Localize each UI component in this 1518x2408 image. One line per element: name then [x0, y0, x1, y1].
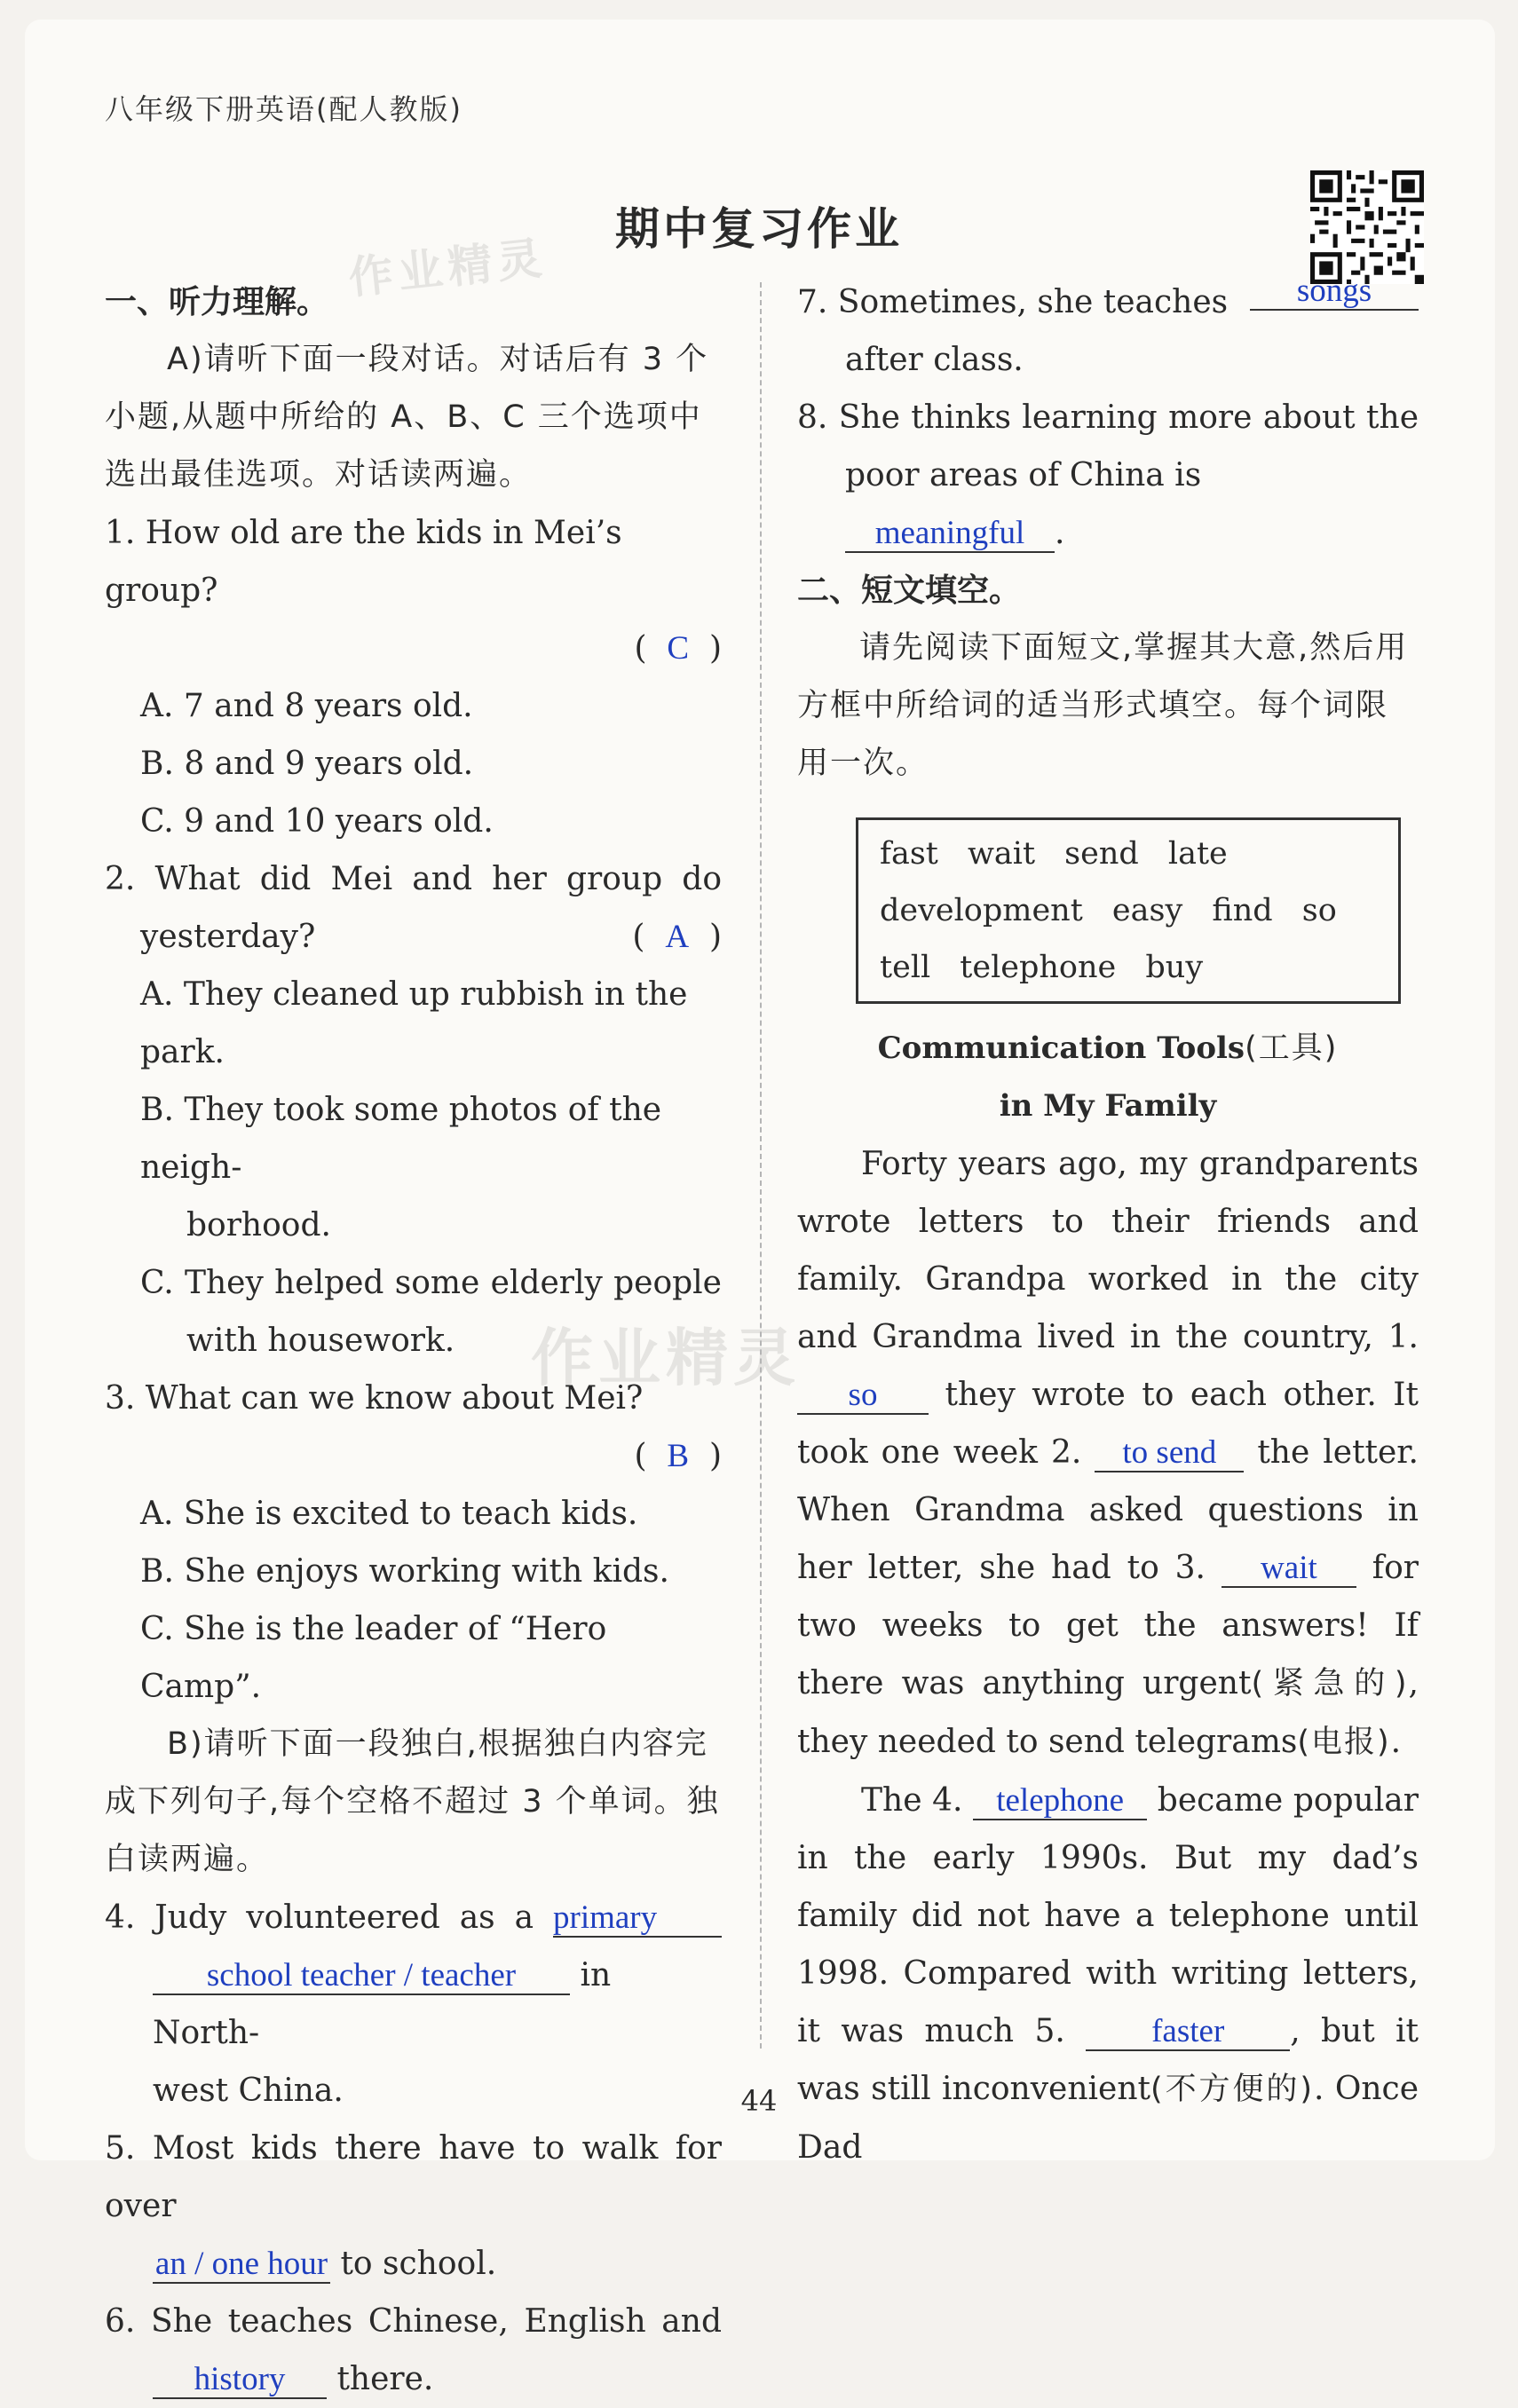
watermark: 作业精灵: [531, 1322, 801, 1394]
part-a-instruction: A)请听下面一段对话。对话后有 3 个小题,从题中所给的 A、B、C 三个选项中选出最佳选项。对话读两遍。: [105, 342, 709, 493]
blank-number: 3.: [1174, 1550, 1206, 1586]
question-5: 5. Most kids there have to walk for over: [105, 2130, 722, 2224]
punctuation: .: [1055, 515, 1065, 551]
passage-text: , they needed to send telegrams: [797, 1665, 1419, 1760]
passage-text: .: [1390, 1724, 1402, 1760]
question-8-text: poor areas of China is: [845, 457, 1202, 493]
page-number: 44: [740, 2084, 778, 2118]
question-2: 2. What did Mei and her group do: [105, 861, 722, 897]
answer-3[interactable]: B: [667, 1438, 690, 1474]
section-heading: 一、听力理解。: [105, 284, 329, 320]
passage-text: , but it was still inconvenient: [797, 2013, 1419, 2107]
blank-2[interactable]: to send: [1095, 1435, 1244, 1472]
option: B. They took some photos of the neigh-: [140, 1092, 662, 1186]
question-4-text: 4. Judy volunteered as a: [105, 1899, 534, 1936]
blank-5[interactable]: faster: [1086, 2014, 1290, 2051]
option: B. 8 and 9 years old.: [140, 746, 474, 782]
question-7: [797, 273, 1419, 331]
blank-1[interactable]: so: [797, 1378, 929, 1415]
section-heading: 二、短文填空。: [797, 572, 1022, 609]
passage-title: [797, 1020, 1419, 1078]
blank-4[interactable]: telephone: [973, 1783, 1147, 1820]
answer-2[interactable]: A: [665, 919, 690, 955]
answer-1[interactable]: C: [667, 630, 690, 667]
part-b-instruction: B)请听下面一段独白,根据独白内容完成下列句子,每个空格不超过 3 个单词。独白读两遍。: [105, 1726, 720, 1877]
blank-number: 1.: [1388, 1319, 1419, 1355]
option: C. They helped some elderly people: [140, 1265, 722, 1301]
passage-text: The: [861, 1782, 922, 1819]
book-header: 八年级下册英语(配人教版): [105, 92, 463, 126]
option-cont: with housework.: [186, 1322, 455, 1359]
answer-5[interactable]: an / one hour: [153, 2246, 330, 2284]
question-4-cont: [105, 1946, 722, 2062]
watermark: 作业精灵: [346, 232, 549, 304]
word-box-row: tell telephone buy: [880, 950, 1204, 985]
question-7-end: after class.: [845, 342, 1024, 378]
page-title: 期中复习作业: [615, 203, 903, 255]
answer-box-3: ( B ): [634, 1438, 722, 1474]
answer-box-1: ( C ): [634, 630, 722, 667]
option: B. She enjoys working with kids.: [140, 1553, 669, 1590]
answer-4a[interactable]: primary: [553, 1900, 722, 1938]
question-8: 8. She thinks learning more about the: [797, 399, 1419, 436]
answer-box-2: ( A ): [632, 919, 722, 955]
passage-text: for two weeks to get the answers! If there was anything urgent: [797, 1550, 1419, 1701]
option: C. 9 and 10 years old.: [140, 803, 494, 840]
qr-code-icon[interactable]: [1310, 170, 1424, 284]
blank-3[interactable]: wait: [1222, 1551, 1356, 1588]
question-2-cont: [105, 908, 722, 966]
passage-text: they wrote to each other. It took one week: [797, 1377, 1419, 1471]
option: A. They cleaned up rubbish in the park.: [140, 976, 688, 1070]
question-5-text: to school.: [340, 2246, 497, 2282]
word-box-row: development easy find so: [880, 893, 1337, 928]
passage-text: became popular in the early 1990s. But my dad’s family did not have a telephone until 1998. Compared with writing letters, it was much: [797, 1782, 1419, 2049]
answer-8[interactable]: meaningful: [845, 516, 1055, 553]
passage-text: . Once Dad: [797, 2071, 1419, 2166]
answer-4b[interactable]: school teacher / teacher: [153, 1958, 570, 1995]
answer-7[interactable]: songs: [1250, 273, 1419, 311]
question-3: 3. What can we know about Mei?: [105, 1380, 644, 1417]
section-2-instruction: 请先阅读下面短文,掌握其大意,然后用方框中所给词的适当形式填空。每个词限用一次。: [797, 630, 1409, 781]
word-box-row: fast wait send late: [880, 836, 1228, 872]
question-4-text: in North-: [153, 1957, 612, 2051]
passage-gloss: (电报): [1297, 1725, 1391, 1760]
passage-title-2: in My Family: [999, 1088, 1217, 1124]
column-divider: [760, 282, 762, 2049]
blank-number: 4.: [932, 1782, 963, 1819]
question-6-cont: [105, 2350, 722, 2408]
option: C. She is the leader of “Hero Camp”.: [140, 1611, 607, 1705]
blank-number: 2.: [1050, 1434, 1082, 1471]
right-column: [797, 273, 1419, 2176]
word-box: [856, 817, 1401, 1004]
question-8-cont: [797, 446, 1419, 562]
question-1: 1. How old are the kids in Mei’s group?: [105, 515, 622, 609]
question-2-text: yesterday?: [140, 919, 316, 955]
option-cont: borhood.: [186, 1207, 331, 1243]
passage-gloss: (紧急的): [1251, 1666, 1409, 1701]
option: A. 7 and 8 years old.: [140, 688, 473, 724]
question-6-text: there.: [336, 2361, 434, 2397]
blank-number: 5.: [1034, 2013, 1065, 2049]
passage-text: the letter. When Grandma asked questions in her letter, she had to: [797, 1434, 1419, 1586]
passage-paragraph-1: [797, 1135, 1419, 1772]
passage-title-en: Communication Tools: [877, 1030, 1245, 1066]
question-6: 6. She teaches Chinese, English and: [105, 2303, 722, 2340]
option: A. She is excited to teach kids.: [140, 1496, 638, 1532]
question-5-cont: [105, 2235, 722, 2293]
question-7-text: 7. Sometimes, she teaches: [797, 284, 1229, 320]
passage-title-cn: (工具): [1245, 1030, 1339, 1066]
question-4: [105, 1889, 722, 1946]
passage-gloss: (不方便的): [1150, 2072, 1315, 2107]
answer-6[interactable]: history: [153, 2362, 327, 2399]
passage-text: Forty years ago, my grandparents wrote letters to their friends and family. Grandpa worked in the city and Grandma lived in the country,: [797, 1146, 1419, 1355]
question-4-end: west China.: [153, 2072, 344, 2109]
